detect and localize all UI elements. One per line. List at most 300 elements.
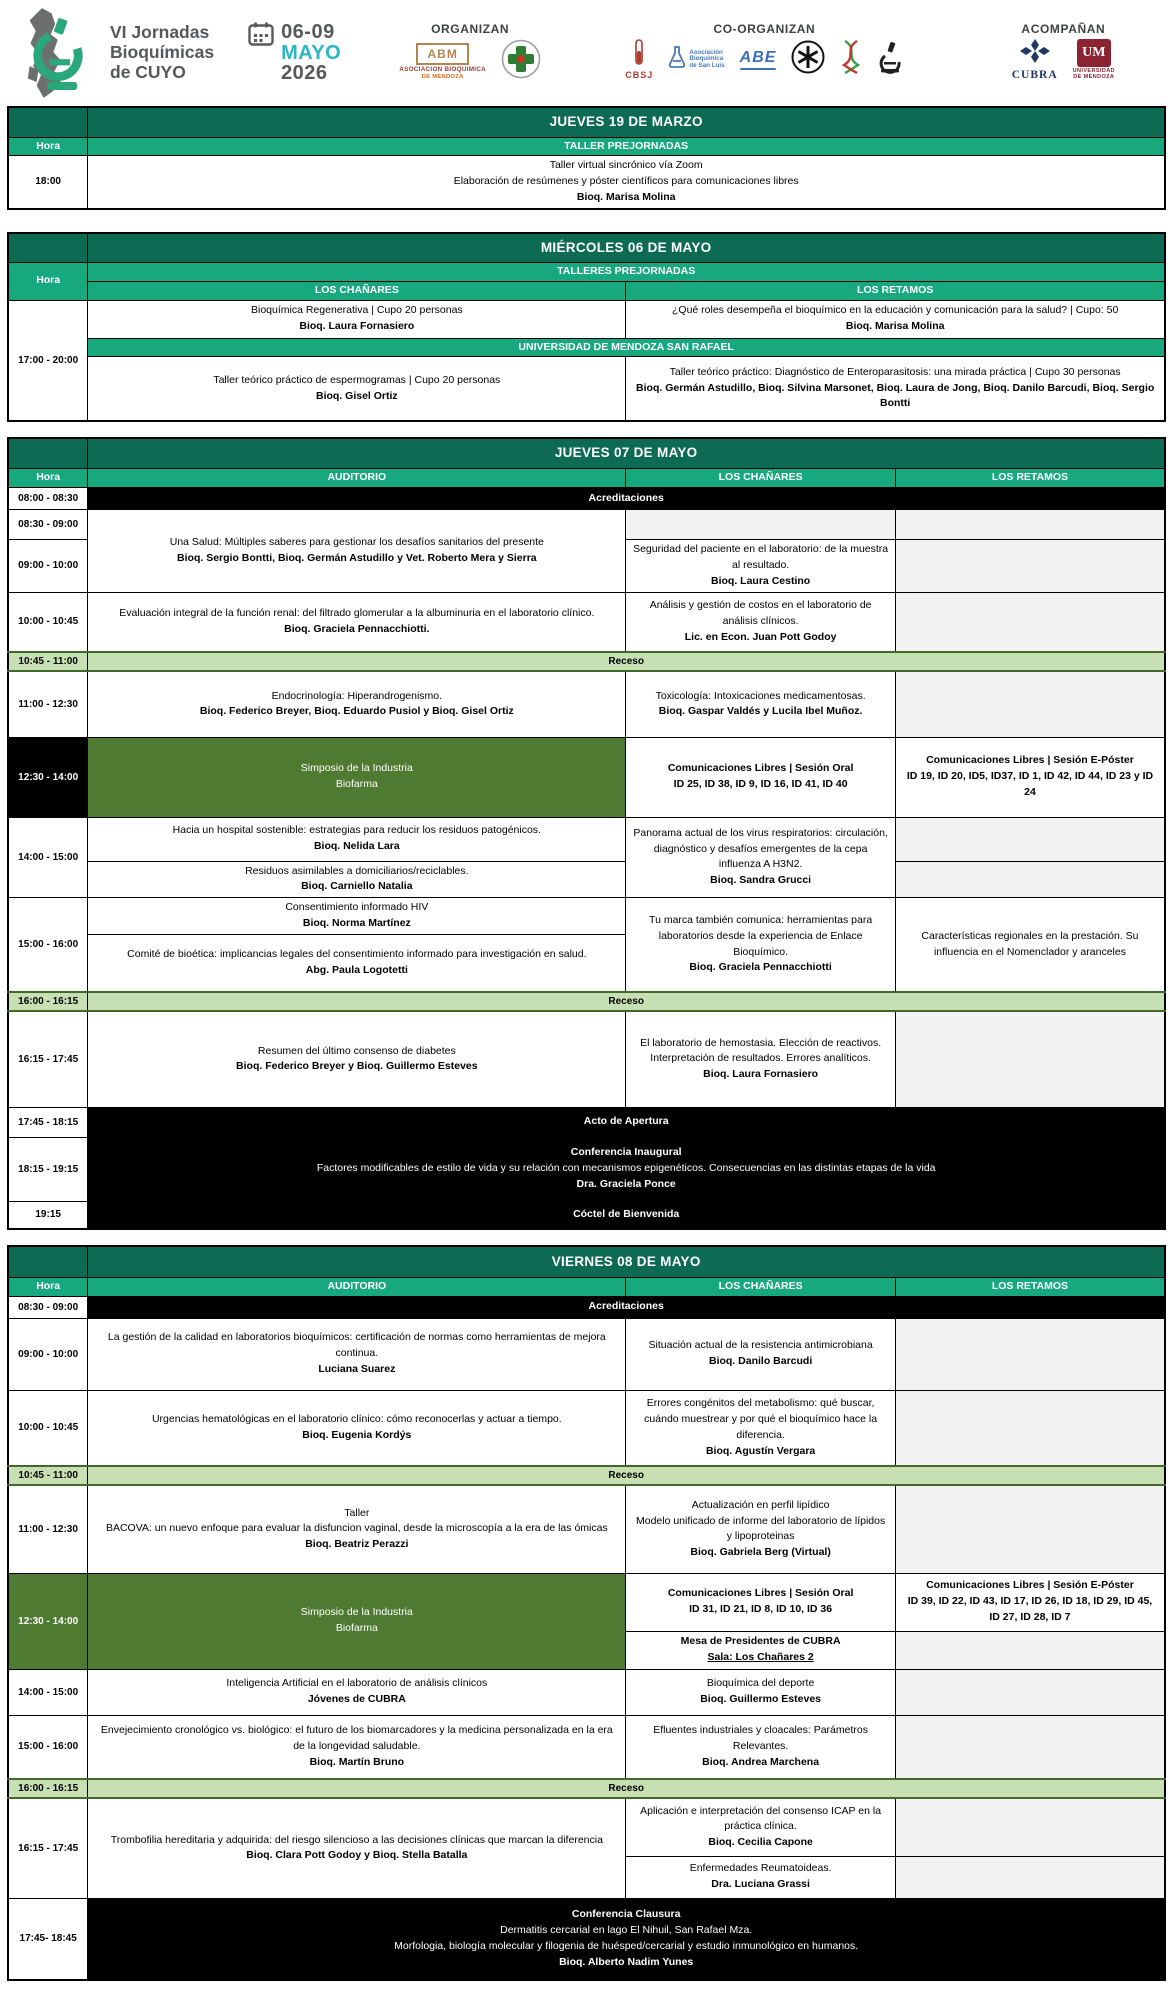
circulo-icon	[791, 40, 825, 79]
column-header	[88, 469, 626, 488]
receso-band	[8, 1466, 88, 1485]
schedule-row	[8, 438, 1165, 469]
speaker-or-label-line: 10:00 - 10:45	[18, 1422, 79, 1434]
speaker-or-label-line: 09:00 - 10:00	[18, 1348, 79, 1360]
text-line: Bioquímica del deporte	[706, 1677, 815, 1690]
cubra-icon	[1020, 39, 1050, 68]
session-cell	[626, 540, 896, 592]
cubra-icon: CUBRA	[1011, 68, 1058, 81]
speaker-or-label-line: Bioq. Norma Martínez	[302, 916, 411, 929]
ab-san-luis-icon	[668, 46, 724, 73]
session-cell	[626, 1631, 896, 1669]
date-range: 06-09	[281, 21, 335, 44]
session-cell	[626, 671, 896, 737]
speaker-or-label-line: Bioq. Gaspar Valdés y Lucila Ibel Muñoz.	[658, 705, 863, 718]
abm-icon: ABM	[416, 43, 468, 66]
text-line: Actualización en perfil lipídico	[691, 1498, 830, 1511]
event-date	[248, 22, 341, 83]
text-line: Elaboración de resúmenes y póster científicos para comunicaciones libres	[453, 175, 799, 187]
schedule-row	[8, 469, 1165, 488]
text-line: Simposio de la Industria	[300, 1606, 413, 1619]
time-cell	[8, 1798, 88, 1898]
speaker-or-label-line: Bioq. Federico Breyer, Bioq. Eduardo Pusiol y Bioq. Gisel Ortiz	[199, 705, 514, 718]
empty-cell	[895, 540, 1165, 592]
speaker-or-label-line: Hora	[36, 1279, 61, 1292]
plenary-band	[88, 1137, 1165, 1201]
speaker-or-label-line: Bioq. Guillermo Esteves	[700, 1693, 822, 1705]
um-icon: UM	[1077, 39, 1111, 67]
speaker-or-label-line: UNIVERSIDAD DE MENDOZA SAN RAFAEL	[518, 340, 734, 353]
plenary-band	[88, 1898, 1165, 1980]
schedule-row	[8, 107, 1165, 137]
schedule-row	[8, 1277, 1165, 1296]
ab-san-rafael-icon	[501, 39, 541, 79]
text-line: Biofarma	[335, 778, 378, 790]
sponsor-logo-row	[565, 39, 964, 80]
ab-general-alvear-icon	[877, 40, 903, 79]
text-line: Taller virtual sincrónico vía Zoom	[549, 159, 703, 172]
schedule-row	[8, 1296, 1165, 1318]
section-miercoles-06-mayo	[7, 232, 1166, 422]
speaker-or-label-line: 17:00 - 20:00	[18, 354, 79, 366]
text-line: Situación actual de la resistencia antimicrobiana	[648, 1339, 873, 1352]
session-cell	[626, 1715, 896, 1779]
time-cell	[8, 1390, 88, 1466]
schedule-row	[8, 592, 1165, 652]
section-viernes-08-mayo	[7, 1245, 1166, 1981]
session-cell	[626, 1669, 896, 1715]
speaker-or-label-line: Bioq. Laura Fornasiero	[703, 1068, 819, 1081]
speaker-or-label-line: Hora	[36, 139, 61, 152]
sponsor-group-acompañan	[964, 22, 1163, 81]
schedule-row	[8, 1573, 1165, 1631]
time-cell	[8, 671, 88, 737]
cbsj-icon	[637, 51, 641, 63]
mendoza-map-microscope-logo	[12, 3, 100, 103]
section-jueves-19-marzo	[7, 106, 1166, 210]
logo-adn	[840, 40, 862, 79]
text-line: Residuos asimilables a domiciliarios/reciclables.	[245, 864, 469, 877]
cubra-icon	[1020, 39, 1050, 63]
schedule-row	[8, 1201, 1165, 1229]
speaker-or-label-line: Bioq. Germán Astudillo, Bioq. Silvina Marsonet, Bioq. Laura de Jong, Bioq. Danilo Barcudi, Bioq. Sergio Bontti	[636, 381, 1155, 410]
speaker-or-label-line: 17:45- 18:45	[19, 1933, 77, 1945]
speaker-or-label-line: 11:00 - 12:30	[18, 698, 78, 710]
ab-san-luis-icon	[670, 47, 685, 67]
speaker-or-label-line: 15:00 - 16:00	[18, 1741, 79, 1753]
speaker-or-label-line: ID 19, ID 20, ID5, ID37, ID 1, ID 42, ID 44, ID 23 y ID 24	[906, 770, 1154, 798]
cubra-icon	[1020, 39, 1050, 63]
speaker-or-label-line: TALLERES PREJORNADAS	[557, 265, 696, 277]
logo-circulo	[791, 40, 825, 79]
speaker-or-label-line: Comunicaciones Libres | Sesión E-Póster	[926, 754, 1134, 767]
sponsor-logo-row	[375, 39, 565, 84]
speaker-or-label-line: LOS RETAMOS	[991, 1279, 1069, 1292]
receso-band	[8, 1779, 88, 1798]
speaker-or-label-line: JUEVES 07 DE MAYO	[554, 445, 698, 461]
abm-icon: ASOCIACION BIOQUIMICA	[399, 66, 487, 74]
speaker-or-label-line: Bioq. Federico Breyer y Bioq. Guillermo Esteves	[236, 1060, 478, 1073]
text-line: Efluentes industriales y cloacales: Parámetros Relevantes.	[653, 1724, 868, 1752]
column-header	[895, 1277, 1165, 1296]
adn-icon	[840, 40, 862, 79]
speaker-or-label-line: 12:30 - 14:00	[18, 1615, 79, 1627]
schedule-row	[8, 1466, 1165, 1485]
sponsor-group-organizan	[375, 22, 565, 84]
speaker-or-label-line: Hora	[36, 274, 61, 287]
session-cell	[88, 156, 1165, 209]
session-cell	[88, 357, 626, 421]
speaker-or-label-line: Bioq. Sandra Grucci	[710, 874, 812, 886]
session-cell	[895, 737, 1165, 817]
simposio-cell	[88, 737, 626, 817]
speaker-or-label-line: Acreditaciones	[588, 1300, 664, 1313]
session-cell	[626, 1856, 896, 1898]
speaker-or-label-line: 16:00 - 16:15	[18, 996, 79, 1007]
receso-band	[8, 652, 88, 671]
speaker-or-label-line: 14:00 - 15:00	[18, 1686, 79, 1698]
schedule-row	[8, 1137, 1165, 1201]
speaker-or-label-line: ID 31, ID 21, ID 8, ID 10, ID 36	[689, 1603, 833, 1615]
time-cell	[8, 1137, 88, 1201]
plenary-band	[88, 1107, 1165, 1137]
session-cell	[88, 1011, 626, 1107]
schedule-row	[8, 861, 1165, 898]
text-line: Análisis y gestión de costos en el laboratorio de análisis clínicos.	[649, 599, 872, 627]
speaker-or-label-line: 19:15	[35, 1209, 61, 1221]
ab-general-alvear-icon	[884, 62, 896, 65]
text-line: Toxicología: Intoxicaciones medicamentosas.	[655, 689, 866, 702]
speaker-or-label-line: Conferencia Inaugural	[570, 1146, 682, 1159]
column-header	[88, 281, 626, 300]
sponsor-logos-strip	[375, 22, 1163, 84]
text-line: Morfologia, biología molecular y filogenia de huésped/cercarial y estudio inmunológico en humanos.	[394, 1939, 859, 1952]
speaker-or-label-line: Bioq. Martín Bruno	[309, 1755, 405, 1768]
event-date-text	[281, 22, 341, 83]
schedule-row	[8, 1246, 1165, 1277]
session-cell	[88, 1669, 626, 1715]
speaker-or-label-line: 12:30 - 14:00	[18, 771, 79, 783]
logo-abm	[399, 43, 486, 80]
schedule-row	[8, 992, 1165, 1011]
schedule-row	[8, 817, 1165, 861]
session-cell	[626, 1485, 896, 1573]
speaker-or-label-line: Bioq. Clara Pott Godoy y Bioq. Stella Batalla	[246, 1849, 468, 1862]
venue-band	[88, 338, 1165, 357]
time-cell	[8, 1107, 88, 1137]
empty-cell	[626, 510, 896, 540]
empty-cell	[895, 1631, 1165, 1669]
speaker-or-label-line: Bioq. Laura Fornasiero	[299, 320, 415, 332]
plenary-band	[88, 1201, 1165, 1229]
speaker-or-label-line: LOS CHAÑARES	[314, 283, 399, 296]
speaker-or-label-line: 18:00	[35, 176, 61, 188]
speaker-or-label-line: 16:00 - 16:15	[18, 1783, 79, 1794]
text-line: Una Salud: Múltiples saberes para gestionar los desafíos sanitarios del presente	[169, 536, 544, 549]
time-cell	[8, 737, 88, 817]
cbsj-icon	[633, 39, 645, 65]
logo-ab-san-rafael	[501, 39, 541, 84]
schedule-row	[8, 1715, 1165, 1779]
text-line: Aplicación e interpretación del consenso ICAP en la práctica clínica.	[640, 1804, 882, 1833]
abm-icon: DE MENDOZA	[421, 74, 464, 81]
session-cell	[88, 300, 626, 338]
session-cell	[88, 510, 626, 592]
speaker-or-label-line: Bioq. Laura Cestino	[711, 574, 811, 587]
column-header	[626, 469, 896, 488]
receso-band	[88, 1466, 1165, 1485]
session-cell	[626, 1573, 896, 1631]
text-line: ¿Qué roles desempeña el bioquímico en la educación y comunicación para la salud? | Cupo: 50	[672, 304, 1119, 317]
schedule-row	[8, 233, 1165, 263]
day-title	[88, 107, 1165, 137]
session-cell	[88, 1390, 626, 1466]
empty-cell	[895, 817, 1165, 861]
text-line: Factores modificables de estilo de vida y su relación con mecanismos epigenéticos. Consecuencias en las distintas etapas de la vida	[316, 1162, 936, 1175]
speaker-or-label-line: 15:00 - 16:00	[18, 939, 79, 950]
speaker-or-label-line: 10:45 - 11:00	[18, 1470, 78, 1481]
speaker-or-label-line: Bioq. Carniello Natalia	[301, 880, 413, 893]
schedule-row	[8, 357, 1165, 421]
schedule-row	[8, 671, 1165, 737]
text-line: Simposio de la Industria	[300, 762, 413, 775]
text-line: Panorama actual de los virus respiratorios: circulación, diagnóstico y desafíos emergentes de la cepa influenza A H3N2.	[633, 826, 888, 871]
schedule-row	[8, 1485, 1165, 1573]
text-line: Comité de bioética: implicancias legales del consentimiento informado para investigación en salud.	[127, 948, 587, 960]
text-line: Evaluación integral de la función renal: del filtrado glomerular a la albuminuria en el laboratorio clínico.	[119, 607, 595, 619]
column-header	[88, 263, 1165, 282]
speaker-or-label-line: Bioq. Alberto Nadim Yunes	[559, 1955, 694, 1968]
time-cell	[8, 1318, 88, 1390]
receso-band	[8, 992, 88, 1011]
session-cell	[626, 898, 896, 993]
session-cell	[626, 1318, 896, 1390]
speaker-or-label-line: Acreditaciones	[588, 491, 664, 504]
speaker-or-label-line: Bioq. Beatriz Perazzi	[305, 1538, 409, 1551]
speaker-or-label-line: AUDITORIO	[327, 471, 387, 484]
text-line: Taller teórico práctico de espermogramas | Cupo 20 personas	[213, 373, 501, 386]
time-cell	[8, 1296, 88, 1318]
schedule-row	[8, 1390, 1165, 1466]
sponsor-group-label: ORGANIZAN	[431, 22, 510, 37]
schedule-row	[8, 652, 1165, 671]
day-title	[88, 233, 1165, 263]
empty-cell	[895, 861, 1165, 898]
time-cell	[8, 1011, 88, 1107]
speaker-or-label-line: 16:15 - 17:45	[18, 1053, 79, 1065]
schedule-row	[8, 1669, 1165, 1715]
um-icon: UNIVERSIDAD	[1072, 68, 1115, 75]
session-cell	[88, 817, 626, 861]
schedule-row	[8, 898, 1165, 935]
session-cell	[88, 861, 626, 898]
speaker-or-label-line: LOS RETAMOS	[991, 471, 1069, 484]
time-cell	[8, 817, 88, 898]
speaker-or-label-line: Receso	[608, 1470, 644, 1481]
speaker-or-label-line: Dra. Luciana Grassi	[711, 1878, 810, 1890]
empty-cell	[895, 592, 1165, 652]
empty-cell	[895, 1856, 1165, 1898]
speaker-or-label-line: Abg. Paula Logotetti	[305, 963, 408, 976]
session-cell	[626, 817, 896, 898]
text-line: BACOVA: un nuevo enfoque para evaluar la disfuncion vaginal, desde la microscopía a la era de las ómicas	[105, 1522, 608, 1535]
empty-cell	[895, 1318, 1165, 1390]
speaker-or-label-line: AUDITORIO	[327, 1279, 387, 1292]
speaker-or-label-line: 14:00 - 15:00	[18, 851, 79, 863]
logo-ab-san-luis	[668, 46, 724, 73]
speaker-or-label-line: 09:00 - 10:00	[18, 560, 79, 572]
schedule-row	[8, 1107, 1165, 1137]
time-cell	[8, 1715, 88, 1779]
text-line: Taller	[344, 1506, 370, 1519]
ab-san-luis-icon: Asociación	[689, 48, 723, 56]
column-header	[895, 469, 1165, 488]
ab-san-luis-icon: de San Luis	[689, 62, 725, 70]
plenary-band	[88, 1296, 1165, 1318]
schedule-row	[8, 1318, 1165, 1390]
event-title	[110, 23, 214, 83]
empty-cell	[895, 1390, 1165, 1466]
text-line: Envejecimiento cronológico vs. biológico: el futuro de los biomarcadores y la medicina personalizada en la era de la longevidad saludable.	[100, 1724, 613, 1752]
text-line: Trombofilia hereditaria y adquirida: del riesgo silencioso a las decisiones clínicas que marcan la diferencia	[110, 1833, 603, 1846]
speaker-or-label-line: 17:45 - 18:15	[18, 1116, 79, 1128]
event-title-line2: Bioquímicas	[110, 42, 215, 63]
empty-cell	[895, 1798, 1165, 1856]
ab-san-luis-icon	[668, 46, 686, 68]
ab-general-alvear-icon	[877, 40, 903, 74]
speaker-or-label-line: Bioq. Graciela Pennacchiotti.	[284, 622, 430, 635]
schedule-row	[8, 263, 1165, 282]
time-cell	[8, 540, 88, 592]
adn-icon	[840, 40, 862, 74]
column-header	[8, 1277, 88, 1296]
schedule-row	[8, 737, 1165, 817]
session-cell	[626, 357, 1165, 421]
speaker-or-label-line: Luciana Suarez	[318, 1362, 396, 1375]
day-title	[8, 107, 88, 137]
empty-cell	[895, 671, 1165, 737]
section-jueves-07-mayo	[7, 437, 1166, 1230]
receso-band	[88, 992, 1165, 1011]
speaker-or-label-line: Hora	[36, 471, 61, 484]
speaker-or-label-line: Comunicaciones Libres | Sesión Oral	[667, 762, 854, 775]
speaker-or-label-line: 08:30 - 09:00	[18, 1301, 79, 1313]
speaker-or-label-line: LOS CHAÑARES	[718, 1279, 803, 1292]
ab-san-rafael-icon	[501, 39, 541, 84]
speaker-or-label-line: Receso	[608, 656, 644, 667]
schedule-row	[8, 156, 1165, 209]
time-cell	[8, 300, 88, 421]
speaker-or-label-line: Comunicaciones Libres | Sesión Oral	[667, 1587, 854, 1600]
empty-cell	[895, 1715, 1165, 1779]
text-line: Tu marca también comunica: herramientas para laboratorios desde la experiencia de Enlace Bioquímico.	[649, 914, 873, 958]
speaker-or-label-line: LOS CHAÑARES	[718, 471, 803, 484]
schedule-row	[8, 1798, 1165, 1856]
date-month: MAYO	[281, 41, 342, 64]
speaker-or-label-line: Bioq. Gisel Ortiz	[315, 389, 398, 402]
session-cell	[626, 300, 1165, 338]
time-cell	[8, 1669, 88, 1715]
speaker-or-label-line: Receso	[608, 996, 644, 1007]
date-year: 2026	[281, 62, 328, 85]
page-header	[0, 0, 1173, 106]
time-cell	[8, 1573, 88, 1669]
text-line: Resumen del último consenso de diabetes	[257, 1044, 456, 1057]
empty-cell	[895, 1011, 1165, 1107]
ab-san-luis-icon	[668, 46, 686, 73]
logo-cbsj	[625, 39, 653, 80]
day-title	[88, 1246, 1165, 1277]
speaker-or-label-line: 08:00 - 08:30	[18, 493, 79, 505]
cbsj-icon: CBSJ	[625, 69, 654, 80]
speaker-or-label-line: MIÉRCOLES 06 DE MAYO	[540, 239, 712, 255]
day-title	[88, 438, 1165, 469]
column-header	[8, 263, 88, 301]
session-cell	[626, 737, 896, 817]
column-header	[626, 281, 1165, 300]
logo-cubra	[1012, 39, 1058, 81]
schedule-row	[8, 488, 1165, 510]
speaker-or-label-line: TALLER PREJORNADAS	[564, 139, 689, 152]
speaker-or-label-line: ID 25, ID 38, ID 9, ID 16, ID 41, ID 40	[673, 778, 848, 790]
day-title	[8, 233, 88, 263]
time-cell	[8, 898, 88, 993]
session-cell	[88, 1318, 626, 1390]
logo-ab-general-alvear	[877, 40, 903, 79]
ab-san-luis-icon: Bioquímica	[689, 55, 724, 63]
text-line: Bioquímica Regenerativa | Cupo 20 personas	[250, 304, 463, 317]
day-title	[8, 438, 88, 469]
ab-general-alvear-icon	[881, 69, 899, 73]
circulo-icon	[799, 46, 818, 68]
session-cell	[626, 1798, 896, 1856]
schedule-row	[8, 281, 1165, 300]
empty-cell	[895, 510, 1165, 540]
speaker-or-label-line: JUEVES 19 DE MARZO	[549, 114, 703, 130]
schedule-row	[8, 1011, 1165, 1107]
sponsor-group-label: ACOMPAÑAN	[1021, 22, 1106, 37]
um-icon: DE MENDOZA	[1073, 74, 1115, 81]
schedule-tables	[0, 106, 1173, 2006]
speaker-or-label-line: ID 39, ID 22, ID 43, ID 17, ID 26, ID 18, ID 29, ID 45, ID 27, ID 28, ID 7	[907, 1595, 1153, 1623]
event-title-line1: VI Jornadas	[110, 22, 210, 43]
ab-san-luis-icon	[689, 50, 724, 70]
sponsor-logo-row	[964, 39, 1163, 81]
text-line: Enfermedades Reumatoideas.	[689, 1862, 832, 1875]
speaker-or-label-line: Mesa de Presidentes de CUBRA	[680, 1635, 841, 1648]
logo-um	[1073, 39, 1115, 81]
speaker-or-label-line: 16:15 - 17:45	[18, 1842, 79, 1854]
schedule-row	[8, 1898, 1165, 1980]
session-cell	[626, 592, 896, 652]
session-cell	[626, 1011, 896, 1107]
session-cell	[88, 1798, 626, 1898]
speaker-or-label-line: Bioq. Gabriela Berg (Virtual)	[690, 1546, 831, 1558]
event-title-line3: de CUYO	[110, 61, 186, 82]
text-line: Biofarma	[335, 1622, 378, 1634]
session-cell	[88, 1485, 626, 1573]
speaker-or-label-line: Conferencia Clausura	[571, 1908, 681, 1921]
speaker-or-label-line: 08:30 - 09:00	[18, 519, 79, 531]
circulo-icon	[791, 40, 825, 74]
ab-general-alvear-icon	[888, 42, 896, 53]
session-cell	[88, 898, 626, 935]
simposio-cell	[88, 1573, 626, 1669]
speaker-or-label-line: Sala: Los Chañares 2	[707, 1651, 814, 1663]
text-line: Hacia un hospital sostenible: estrategias para reducir los residuos patogénicos.	[172, 824, 541, 837]
text-line: Seguridad del paciente en el laboratorio: de la muestra al resultado.	[633, 543, 889, 571]
logo-abe	[740, 50, 777, 70]
